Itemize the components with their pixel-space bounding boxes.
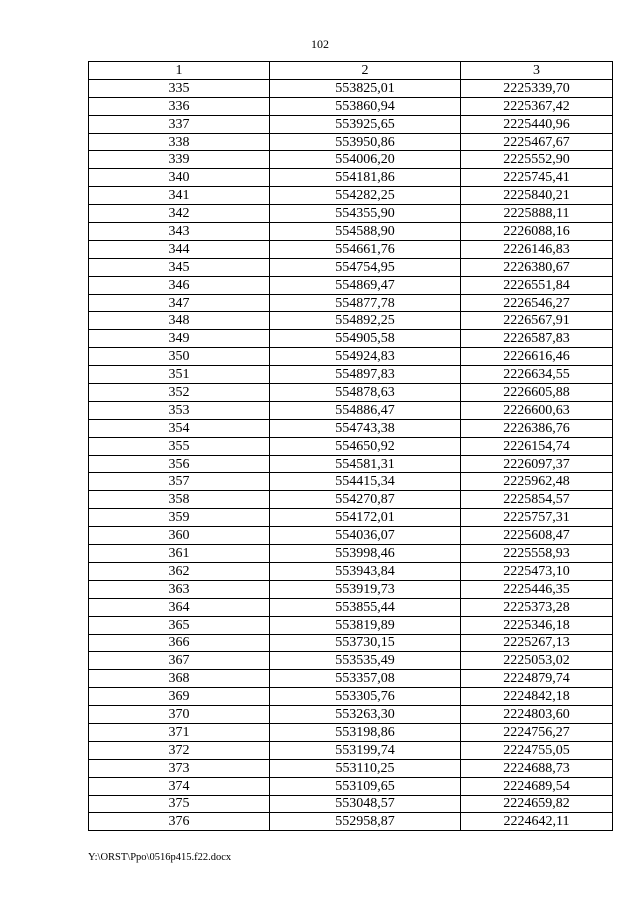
table-row: [89, 169, 613, 187]
point-number-cell: 359: [89, 509, 270, 527]
x-coordinate-cell: 553998,46: [270, 545, 461, 563]
y-coordinate-cell: 2226088,16: [461, 223, 613, 241]
point-number-cell: 360: [89, 527, 270, 545]
y-coordinate-cell: 2226605,88: [461, 384, 613, 402]
table-row: [89, 455, 613, 473]
y-coordinate-cell: 2225558,93: [461, 545, 613, 563]
y-coordinate-cell: 2225053,02: [461, 652, 613, 670]
point-number-cell: 349: [89, 330, 270, 348]
table-row: [89, 545, 613, 563]
y-coordinate-cell: 2226546,27: [461, 294, 613, 312]
table-row: [89, 580, 613, 598]
x-coordinate-cell: 554905,58: [270, 330, 461, 348]
point-number-cell: 342: [89, 205, 270, 223]
header-col-1: 1: [89, 62, 270, 80]
y-coordinate-cell: 2225840,21: [461, 187, 613, 205]
point-number-cell: 351: [89, 366, 270, 384]
x-coordinate-cell: 554181,86: [270, 169, 461, 187]
x-coordinate-cell: 553263,30: [270, 706, 461, 724]
point-number-cell: 371: [89, 723, 270, 741]
x-coordinate-cell: 553048,57: [270, 795, 461, 813]
table-row: [89, 759, 613, 777]
x-coordinate-cell: 553919,73: [270, 580, 461, 598]
point-number-cell: 353: [89, 401, 270, 419]
point-number-cell: 367: [89, 652, 270, 670]
y-coordinate-cell: 2225757,31: [461, 509, 613, 527]
table-row: [89, 205, 613, 223]
x-coordinate-cell: 553925,65: [270, 115, 461, 133]
point-number-cell: 365: [89, 616, 270, 634]
x-coordinate-cell: 553730,15: [270, 634, 461, 652]
y-coordinate-cell: 2226634,55: [461, 366, 613, 384]
table-row: [89, 527, 613, 545]
point-number-cell: 344: [89, 240, 270, 258]
x-coordinate-cell: 553535,49: [270, 652, 461, 670]
table-row: [89, 401, 613, 419]
y-coordinate-cell: 2224756,27: [461, 723, 613, 741]
point-number-cell: 369: [89, 688, 270, 706]
table-row: [89, 741, 613, 759]
header-row: [89, 62, 613, 80]
x-coordinate-cell: 554892,25: [270, 312, 461, 330]
x-coordinate-cell: 553199,74: [270, 741, 461, 759]
point-number-cell: 354: [89, 419, 270, 437]
x-coordinate-cell: 552958,87: [270, 813, 461, 831]
y-coordinate-cell: 2225440,96: [461, 115, 613, 133]
x-coordinate-cell: 553943,84: [270, 562, 461, 580]
y-coordinate-cell: 2226616,46: [461, 348, 613, 366]
point-number-cell: 358: [89, 491, 270, 509]
y-coordinate-cell: 2224803,60: [461, 706, 613, 724]
y-coordinate-cell: 2226154,74: [461, 437, 613, 455]
y-coordinate-cell: 2226551,84: [461, 276, 613, 294]
table-row: [89, 670, 613, 688]
point-number-cell: 373: [89, 759, 270, 777]
table-row: [89, 79, 613, 97]
y-coordinate-cell: 2225552,90: [461, 151, 613, 169]
x-coordinate-cell: 553110,25: [270, 759, 461, 777]
x-coordinate-cell: 554650,92: [270, 437, 461, 455]
table-row: [89, 348, 613, 366]
x-coordinate-cell: 554355,90: [270, 205, 461, 223]
point-number-cell: 356: [89, 455, 270, 473]
point-number-cell: 374: [89, 777, 270, 795]
y-coordinate-cell: 2224689,54: [461, 777, 613, 795]
y-coordinate-cell: 2225373,28: [461, 598, 613, 616]
y-coordinate-cell: 2225962,48: [461, 473, 613, 491]
x-coordinate-cell: 553950,86: [270, 133, 461, 151]
table-row: [89, 777, 613, 795]
y-coordinate-cell: 2226567,91: [461, 312, 613, 330]
page-number: 102: [311, 37, 329, 51]
y-coordinate-cell: 2225888,11: [461, 205, 613, 223]
table-row: [89, 723, 613, 741]
table-row: [89, 366, 613, 384]
y-coordinate-cell: 2226600,63: [461, 401, 613, 419]
x-coordinate-cell: 553819,89: [270, 616, 461, 634]
y-coordinate-cell: 2224879,74: [461, 670, 613, 688]
y-coordinate-cell: 2224659,82: [461, 795, 613, 813]
table-row: [89, 473, 613, 491]
x-coordinate-cell: 553825,01: [270, 79, 461, 97]
table-row: [89, 115, 613, 133]
x-coordinate-cell: 554282,25: [270, 187, 461, 205]
x-coordinate-cell: 554270,87: [270, 491, 461, 509]
table-row: [89, 688, 613, 706]
table-row: [89, 276, 613, 294]
x-coordinate-cell: 553855,44: [270, 598, 461, 616]
table-row: [89, 133, 613, 151]
point-number-cell: 335: [89, 79, 270, 97]
y-coordinate-cell: 2226380,67: [461, 258, 613, 276]
y-coordinate-cell: 2225473,10: [461, 562, 613, 580]
point-number-cell: 355: [89, 437, 270, 455]
y-coordinate-cell: 2225745,41: [461, 169, 613, 187]
point-number-cell: 347: [89, 294, 270, 312]
table-row: [89, 97, 613, 115]
table-row: [89, 294, 613, 312]
y-coordinate-cell: 2224755,05: [461, 741, 613, 759]
table-row: [89, 312, 613, 330]
point-number-cell: 364: [89, 598, 270, 616]
y-coordinate-cell: 2225346,18: [461, 616, 613, 634]
coordinates-table: [88, 61, 613, 831]
y-coordinate-cell: 2225467,67: [461, 133, 613, 151]
point-number-cell: 363: [89, 580, 270, 598]
x-coordinate-cell: 554886,47: [270, 401, 461, 419]
x-coordinate-cell: 554754,95: [270, 258, 461, 276]
x-coordinate-cell: 554172,01: [270, 509, 461, 527]
table-row: [89, 258, 613, 276]
header-col-2: 2: [270, 62, 461, 80]
x-coordinate-cell: 554743,38: [270, 419, 461, 437]
y-coordinate-cell: 2225267,13: [461, 634, 613, 652]
y-coordinate-cell: 2224842,18: [461, 688, 613, 706]
x-coordinate-cell: 554897,83: [270, 366, 461, 384]
table-row: [89, 795, 613, 813]
y-coordinate-cell: 2226386,76: [461, 419, 613, 437]
point-number-cell: 346: [89, 276, 270, 294]
x-coordinate-cell: 554588,90: [270, 223, 461, 241]
table-header: [89, 62, 613, 80]
table-row: [89, 634, 613, 652]
point-number-cell: 366: [89, 634, 270, 652]
point-number-cell: 370: [89, 706, 270, 724]
x-coordinate-cell: 553860,94: [270, 97, 461, 115]
x-coordinate-cell: 553198,86: [270, 723, 461, 741]
x-coordinate-cell: 553305,76: [270, 688, 461, 706]
point-number-cell: 375: [89, 795, 270, 813]
table-row: [89, 706, 613, 724]
x-coordinate-cell: 553357,08: [270, 670, 461, 688]
point-number-cell: 352: [89, 384, 270, 402]
table-row: [89, 491, 613, 509]
point-number-cell: 343: [89, 223, 270, 241]
point-number-cell: 345: [89, 258, 270, 276]
x-coordinate-cell: 554869,47: [270, 276, 461, 294]
table-row: [89, 652, 613, 670]
y-coordinate-cell: 2224642,11: [461, 813, 613, 831]
y-coordinate-cell: 2225446,35: [461, 580, 613, 598]
footer-file-path: Y:\ORST\Ppo\0516p415.f22.docx: [88, 852, 232, 863]
point-number-cell: 376: [89, 813, 270, 831]
table-row: [89, 384, 613, 402]
x-coordinate-cell: 554924,83: [270, 348, 461, 366]
y-coordinate-cell: 2225854,57: [461, 491, 613, 509]
point-number-cell: 361: [89, 545, 270, 563]
x-coordinate-cell: 553109,65: [270, 777, 461, 795]
table-row: [89, 151, 613, 169]
y-coordinate-cell: 2225339,70: [461, 79, 613, 97]
table-row: [89, 598, 613, 616]
table-row: [89, 509, 613, 527]
x-coordinate-cell: 554415,34: [270, 473, 461, 491]
point-number-cell: 362: [89, 562, 270, 580]
x-coordinate-cell: 554877,78: [270, 294, 461, 312]
x-coordinate-cell: 554006,20: [270, 151, 461, 169]
table-row: [89, 223, 613, 241]
y-coordinate-cell: 2225608,47: [461, 527, 613, 545]
point-number-cell: 339: [89, 151, 270, 169]
y-coordinate-cell: 2225367,42: [461, 97, 613, 115]
table-row: [89, 187, 613, 205]
table-row: [89, 419, 613, 437]
point-number-cell: 337: [89, 115, 270, 133]
x-coordinate-cell: 554581,31: [270, 455, 461, 473]
table-row: [89, 240, 613, 258]
point-number-cell: 368: [89, 670, 270, 688]
y-coordinate-cell: 2226097,37: [461, 455, 613, 473]
x-coordinate-cell: 554878,63: [270, 384, 461, 402]
table-row: [89, 437, 613, 455]
point-number-cell: 340: [89, 169, 270, 187]
y-coordinate-cell: 2226587,83: [461, 330, 613, 348]
table-body: [89, 79, 613, 830]
point-number-cell: 341: [89, 187, 270, 205]
table-row: [89, 813, 613, 831]
table-row: [89, 616, 613, 634]
y-coordinate-cell: 2224688,73: [461, 759, 613, 777]
y-coordinate-cell: 2226146,83: [461, 240, 613, 258]
point-number-cell: 336: [89, 97, 270, 115]
x-coordinate-cell: 554036,07: [270, 527, 461, 545]
point-number-cell: 338: [89, 133, 270, 151]
point-number-cell: 372: [89, 741, 270, 759]
point-number-cell: 350: [89, 348, 270, 366]
x-coordinate-cell: 554661,76: [270, 240, 461, 258]
header-col-3: 3: [461, 62, 613, 80]
table-row: [89, 562, 613, 580]
table-row: [89, 330, 613, 348]
point-number-cell: 357: [89, 473, 270, 491]
point-number-cell: 348: [89, 312, 270, 330]
